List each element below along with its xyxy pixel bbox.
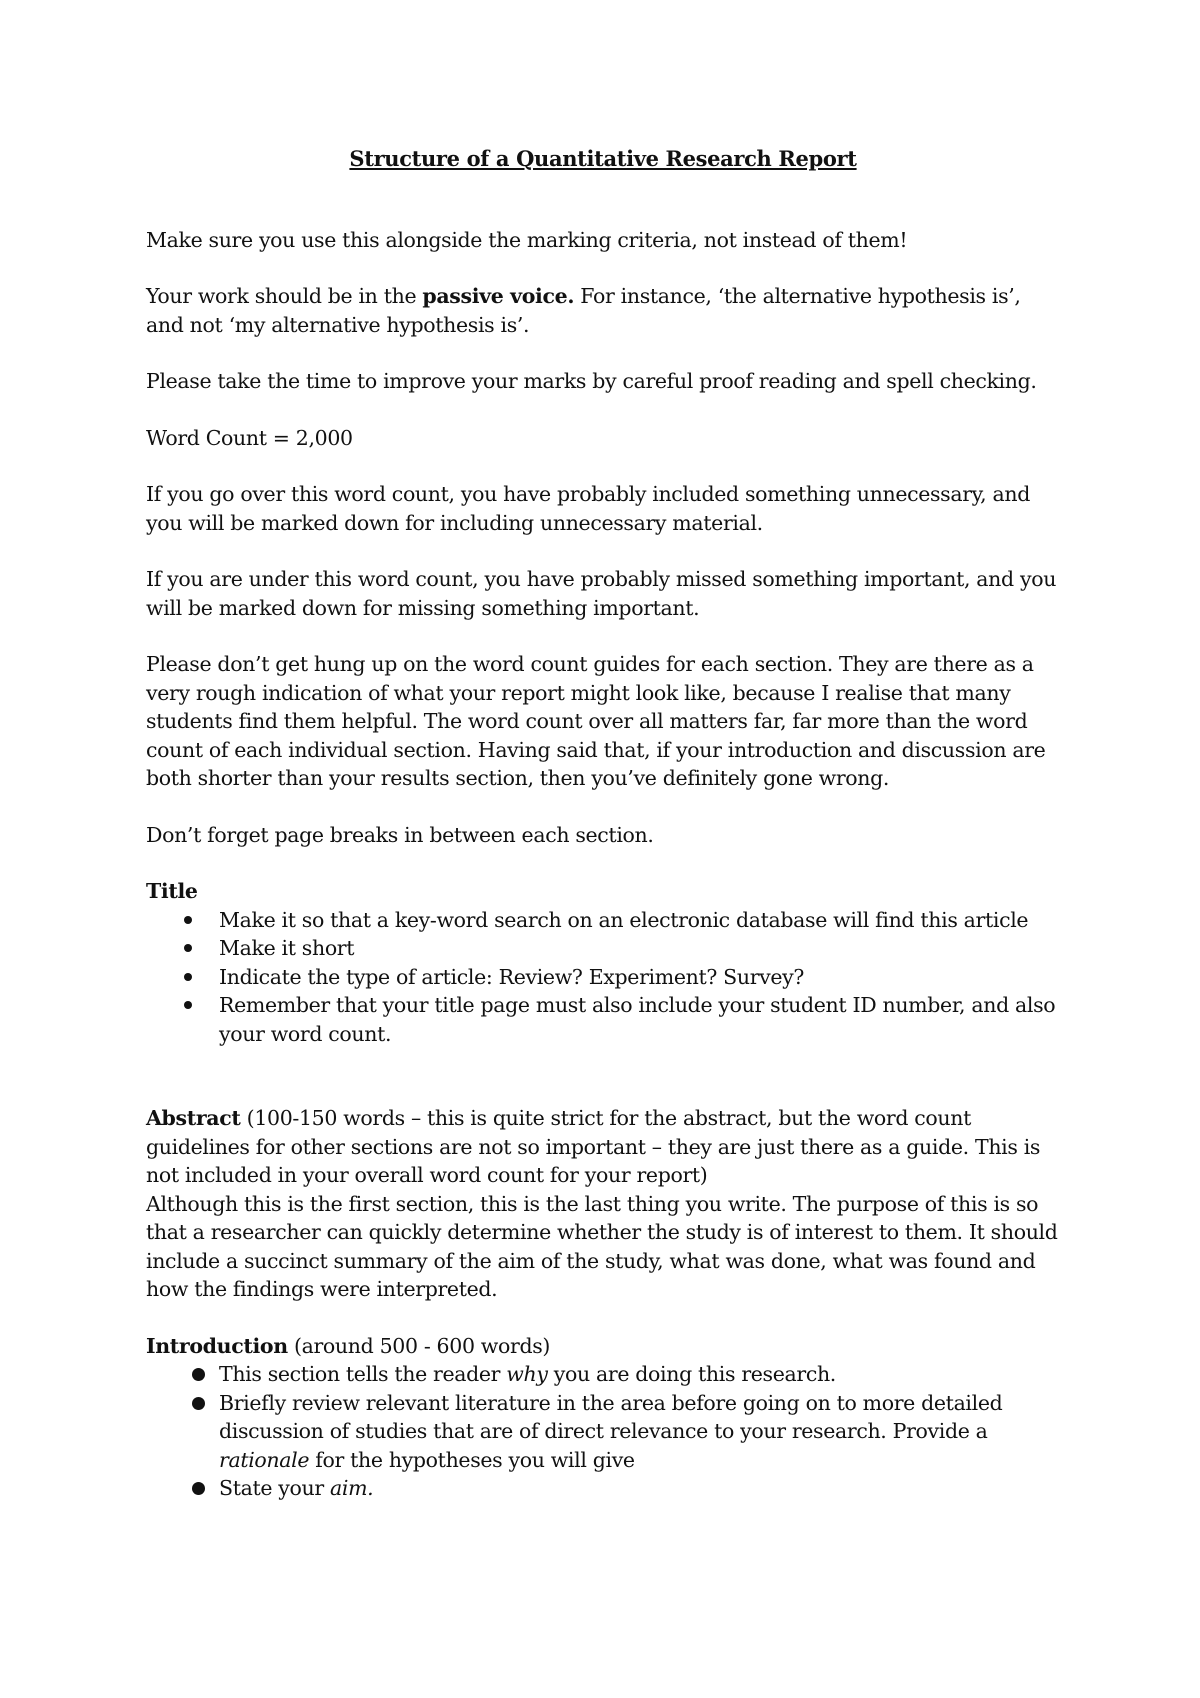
list-item: Indicate the type of article: Review? Experiment? Survey? [146,963,1060,992]
intro-paragraph-page-breaks: Don’t forget page breaks in between each section. [146,822,654,847]
bullet-text: This section tells the reader [219,1362,507,1386]
abstract-heading-paragraph [146,1104,1060,1190]
introduction-section-list [146,1360,1060,1503]
list-item [146,1360,1060,1389]
intro-paragraph-over-count: If you go over this word count, you have probably included something unnecessary, and you will be marked down for including unnecessary material. [146,482,1031,535]
list-item: Make it short [146,934,1060,963]
list-item: Remember that your title page must also include your student ID number, and also your word count. [146,991,1060,1048]
introduction-heading-paragraph [146,1332,1060,1361]
document-title: Structure of a Quantitative Research Report [349,146,857,171]
abstract-body: Although this is the first section, this is the last thing you write. The purpose of this is so that a researcher can quickly determine whether the study is of interest to them. It should include a succinct summary of the aim of the study, what was done, what was found and how the findings were interpreted. [146,1191,1058,1301]
bullet-text: State your [219,1476,330,1500]
bullet-emphasis: aim. [329,1476,374,1500]
list-item [146,1474,1060,1503]
intro-paragraph-under-count: If you are under this word count, you have probably missed something important, and you will be marked down for missing something important. [146,567,1057,620]
title-section-heading: Title [146,879,198,903]
bullet-emphasis: rationale [219,1447,310,1472]
passive-voice-bold: passive voice. [422,284,575,308]
bullet-text: Briefly review relevant literature in the area before going on to more detailed discussion of studies that are of direct relevance to your research. Provide a [219,1390,1003,1443]
intro-paragraph-word-count-guides: Please don’t get hung up on the word count guides for each section. They are there as a very rough indication of what your report might look like, because I realise that many students find them helpful. The word count over all matters far, far more than the word count of each individual section. Having said that, if your introduction and discussion are both shorter than your results section, then you’ve definitely gone wrong. [146,652,1046,790]
passive-voice-text-after: For instance, ‘the alternative hypothesis is’, and not ‘my alternative hypothesis is’. [146,284,1021,337]
introduction-section-heading: Introduction [146,1333,288,1358]
title-section-list [146,906,1060,1049]
list-item: Make it so that a key-word search on an electronic database will find this article [146,906,1060,935]
abstract-heading-note: (100-150 words – this is quite strict for the abstract, but the word count guidelines for other sections are not so important – they are just there as a guide. This is not included in your overall word count for your report) [146,1106,1041,1187]
introduction-heading-note: (around 500 - 600 words) [287,1333,551,1358]
list-item [146,1389,1060,1475]
word-count-line: Word Count = 2,000 [146,425,353,450]
spacer [146,1048,1060,1104]
bullet-emphasis: why [506,1362,548,1386]
bullet-text: you are doing this research. [547,1362,836,1386]
intro-paragraph-criteria: Make sure you use this alongside the marking criteria, not instead of them! [146,227,908,252]
abstract-section-heading: Abstract [146,1106,241,1130]
passive-voice-text-before: Your work should be in the [146,284,423,308]
intro-paragraph-passive-voice [146,282,1060,339]
intro-paragraph-proofreading: Please take the time to improve your marks by careful proof reading and spell checking. [146,369,1037,393]
bullet-text: for the hypotheses you will give [309,1447,635,1472]
